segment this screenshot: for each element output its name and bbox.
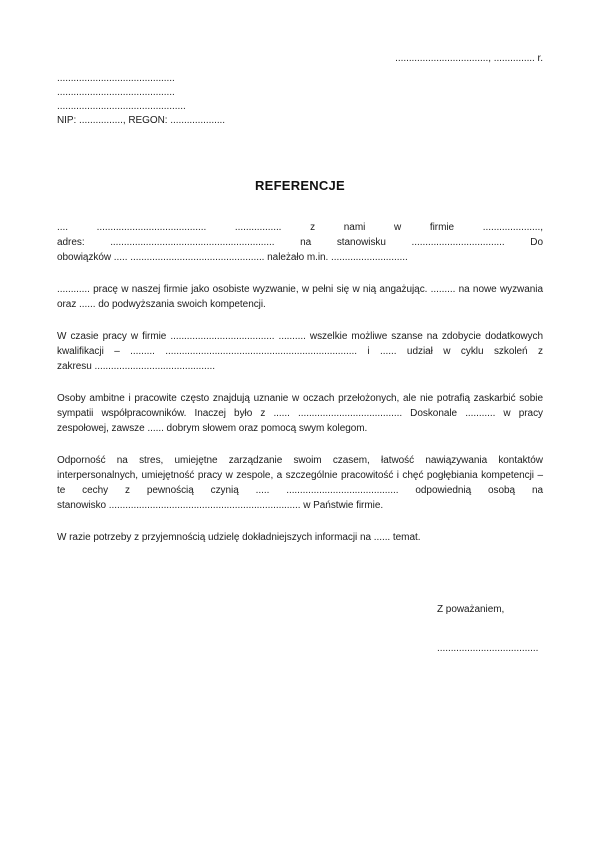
paragraph-line: stanowisko ...................................................................... w Państwie firmie. <box>57 500 384 511</box>
paragraph-work-attitude <box>57 282 543 312</box>
paragraph-line: interpersonalnych, umiejętność pracy w zespole, a szczególnie pracowitość i chęć pogłębiania kompetencji – <box>57 470 543 481</box>
nip-regon-line: NIP: ................, REGON: .................... <box>57 115 226 126</box>
paragraph-qualifications <box>57 329 543 374</box>
paragraph-line: ............ pracę w naszej firmie jako osobiste wyzwanie, w pełni się w nią angażując. ......... na nowe wyzwania <box>57 284 543 295</box>
paragraph-teamwork <box>57 391 543 436</box>
paragraph-line: oraz ...... do podwyższania swoich kompetencji. <box>57 299 266 310</box>
paragraph-line: te cechy z pewnością czynią ..... ......................................... odpowiednią osobą na <box>57 485 543 496</box>
date-place-line: .................................., ............... r. <box>395 53 543 64</box>
sender-block <box>57 72 543 128</box>
sender-line-2: ........................................... <box>57 87 175 98</box>
paragraph-line: kwalifikacji – ......... ...................................................................... i ...... udział w cyklu szkoleń z <box>57 346 543 357</box>
paragraph-line: Odporność na stres, umiejętne zarządzanie swoim czasem, łatwość nawiązywania kontaktów <box>57 455 543 466</box>
valediction: Z poważaniem, <box>437 604 505 615</box>
paragraph-line: W czasie pracy w firmie ...................................... .......... wszelkie możliwe szanse na zdobycie dodatkowych <box>57 331 543 342</box>
closing-block <box>437 602 543 656</box>
paragraph-further-info <box>57 530 543 545</box>
paragraph-line: sympatii współpracowników. Inaczej było z ...... ...................................... Doskonale ........... w pracy <box>57 408 543 419</box>
paragraph-line: W razie potrzeby z przyjemnością udzielę dokładniejszych informacji na ...... temat. <box>57 532 421 543</box>
paragraph-traits <box>57 453 543 513</box>
paragraph-line: .... ........................................ ................. z nami w firmie ....................., <box>57 222 543 233</box>
paragraph-line: adres: ............................................................ na stanowisku .................................. Do <box>57 237 543 248</box>
document-title: REFERENCJE <box>255 178 345 193</box>
sender-line-3: ............................................... <box>57 101 186 112</box>
paragraph-intro <box>57 220 543 265</box>
paragraph-line: Osoby ambitne i pracowite często znajdują uznanie w oczach przełożonych, ale nie potrafią zaskarbić sobie <box>57 393 543 404</box>
paragraph-line: obowiązków ..... ................................................. należało m.in. ............................ <box>57 252 408 263</box>
signature-line: ..................................... <box>437 643 539 654</box>
paragraph-line: zakresu ............................................ <box>57 361 215 372</box>
paragraph-line: zespołowej, zawsze ...... dobrym słowem oraz pomocą swym kolegom. <box>57 423 368 434</box>
sender-line-1: ........................................... <box>57 73 175 84</box>
